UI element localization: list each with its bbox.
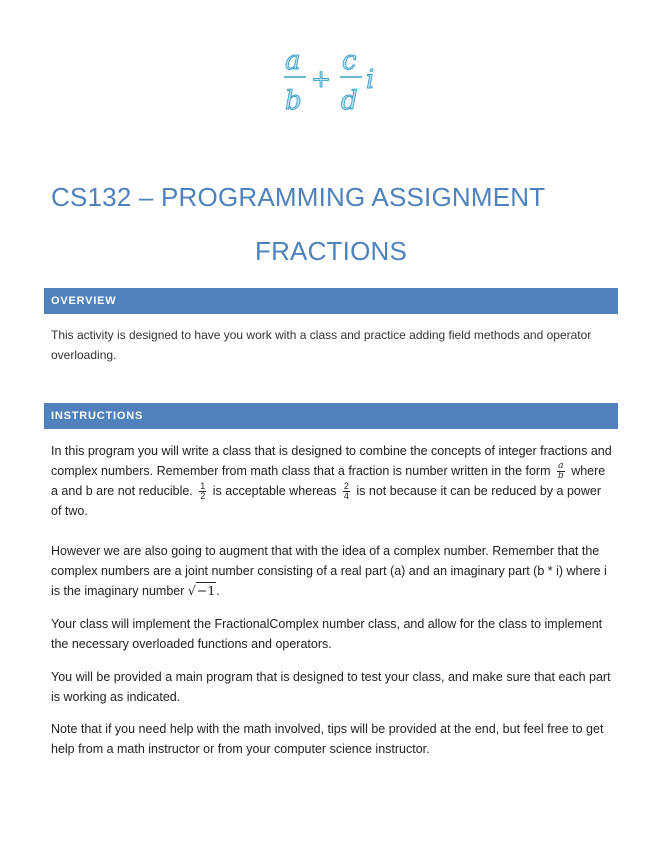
instructions-paragraph-4: You will be provided a main program that is designed to test your class, and make sure that each part is working as indicated. [51,670,611,704]
p1-text-3: is acceptable whereas [209,484,340,499]
overview-heading: OVERVIEW [44,288,618,314]
p2-text-2: . [216,584,220,598]
instructions-heading: INSTRUCTIONS [44,403,618,429]
frac-half-num: 1 [200,481,206,492]
logo-d: d [341,86,358,116]
fraction-two-fourths [343,482,350,501]
p2-text-1: However we are also going to augment that with the idea of a complex number. Remember that the complex numbers are a joint number consisting of a real part (a) and an imaginary part (b * i) where i is the imaginary number [51,544,607,598]
sqrt-symbol: √ [187,583,196,598]
fraction-logo [280,42,390,118]
frac-24-den: 4 [343,491,349,502]
frac-a-num: a [558,461,564,472]
instructions-paragraph-5: Note that if you need help with the math involved, tips will be provided at the end, but feel free to get help from a math instructor or from your computer science instructor. [51,722,604,756]
frac-half-den: 2 [200,491,206,502]
sqrt-value: −1 [196,583,216,598]
page-title-line1: CS132 – PROGRAMMING ASSIGNMENT [51,182,546,212]
instructions-paragraph-2 [51,541,613,601]
p1-text-4: is not because it can be reduced by a power of two. [51,484,601,519]
page-title-line2: FRACTIONS [254,236,408,266]
logo-a: a [285,46,301,76]
p1-text-1: In this program you will write a class that is designed to combine the concepts of integer fractions and complex numbers. Remember from math class that a fraction is number written in the form [51,444,612,478]
fraction-a-over-b [557,462,565,481]
logo-b: b [285,86,302,116]
overview-text: This activity is designed to have you work with a class and practice adding field methods and operator overloading. [51,328,592,362]
logo-i: i [366,65,375,95]
logo-plus: + [311,65,332,93]
sqrt-minus-one [188,582,216,598]
instructions-paragraph-3: Your class will implement the FractionalComplex number class, and allow for the class to implement the necessary overloaded functions and operators. [51,617,603,651]
p1-text-2: where a and b are not reducible. [51,464,606,499]
instructions-paragraph-1 [51,441,613,521]
fraction-one-half [199,482,206,501]
frac-a-den: b [557,471,564,482]
frac-24-num: 2 [343,481,349,492]
logo-c: c [342,46,357,76]
